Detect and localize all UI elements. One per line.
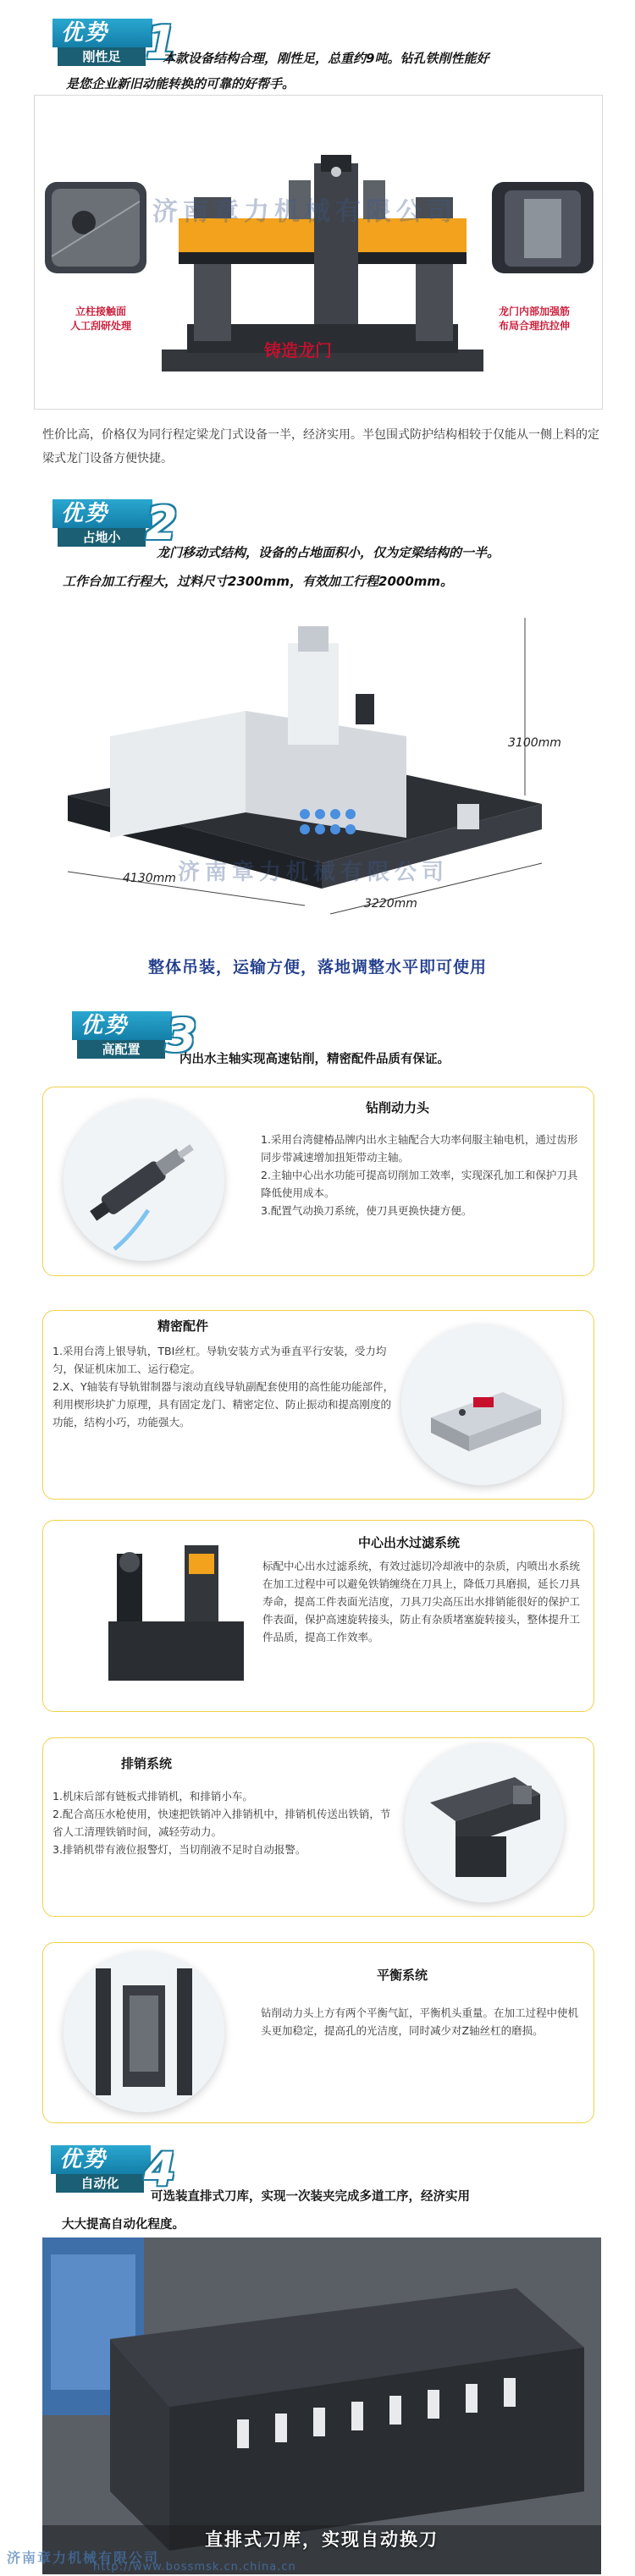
adv2-dim-height: 3100mm	[508, 736, 561, 750]
adv3-badge-label: 优势	[72, 1011, 172, 1040]
adv1-badge-label: 优势	[52, 19, 152, 47]
adv3-balance-text: 钻削动力头上方有两个平衡气缸，平衡机头重量。在加工过程中使机头更加稳定，提高孔的光洁度，同时减少对Z轴丝杠的磨损。	[261, 2006, 579, 2037]
adv4-line1: 可选装直排式刀库，实现一次装夹完成多道工序，经济实用	[151, 2190, 470, 2204]
adv3-spindle-image	[64, 1100, 224, 1261]
adv2-watermark: 济南章力机械有限公司	[178, 860, 450, 885]
adv2-badge-num: 2	[146, 497, 178, 550]
adv1-image-panel	[34, 95, 603, 410]
adv4-badge-sub: 自动化	[56, 2174, 144, 2193]
adv3-balance-image	[64, 1951, 224, 2112]
adv1-badge-sub: 刚性足	[58, 47, 146, 66]
adv1-watermark: 济南章力机械有限公司	[152, 197, 457, 227]
adv2-badge-label: 优势	[52, 499, 152, 528]
adv2-line2: 工作台加工行程大，过料尺寸2300mm，有效加工行程2000mm。	[63, 574, 454, 589]
adv3-balance-title: 平衡系统	[377, 1968, 428, 1983]
adv2-caption: 整体吊装，运输方便，落地调整水平即可使用	[147, 958, 487, 977]
adv3-chip-text: 1.机床后部有链板式排销机，和排销小车。 2.配合高压水枪使用，快速把铁销冲入排销机中，排销机传送出铁销，节省人工清理铁销时间，减轻劳动力。 3.排销机带有液位报警灯，当切削液不足时自动报警。	[52, 1790, 391, 1856]
adv4-caption: 直排式刀库，实现自动换刀	[205, 2529, 439, 2550]
adv3-chip-image	[405, 1743, 564, 1902]
adv2-line1: 龙门移动式结构，设备的占地面积小，仅为定梁结构的一半。	[157, 545, 500, 560]
adv2-badge	[52, 499, 222, 548]
adv1-line2: 是您企业新旧动能转换的可靠的好帮手。	[66, 76, 295, 91]
adv1-machine-illustration	[35, 96, 602, 409]
adv3-badge-num: 3	[165, 1009, 197, 1062]
adv1-line1: 本款设备结构合理，刚性足，总重约9吨。钻孔铁削性能好	[163, 51, 489, 66]
adv3-spindle-text: 1.采用台湾健椿品牌内出水主轴配合大功率伺服主轴电机，通过齿形同步带减速增加扭矩带动主轴。 2.主轴中心出水功能可提高切削加工效率，实现深孔加工和保护刀具降低使用成本。 3.配置气动换刀系统，使刀具更换快捷方便。	[261, 1133, 578, 1217]
adv1-paragraph: 性价比高，价格仅为同行程定梁龙门式设备一半，经济实用。半包围式防护结构相较于仅能从一侧上料的定梁式龙门设备方便快捷。	[42, 428, 599, 465]
adv4-watermark-bottom: http://www.bossmsk.cn.china.cn	[93, 2561, 296, 2573]
adv4-badge-label: 优势	[51, 2145, 151, 2174]
adv2-dim-depth: 4130mm	[123, 872, 176, 885]
adv3-chip-title: 排销系统	[121, 1756, 173, 1771]
adv3-badge-sub: 高配置	[77, 1040, 165, 1059]
adv3-filter-title: 中心出水过滤系统	[358, 1535, 461, 1550]
adv4-watermark-left: 济南章力机械有限公司	[7, 2550, 160, 2566]
adv1-center-label: 铸造龙门	[264, 340, 332, 361]
adv2-dim-width: 3220mm	[364, 897, 417, 911]
adv3-precision-text: 1.采用台湾上银导轨，TBI丝杠。导轨安装方式为垂直平行安装，受力均匀，保证机床加工、运行稳定。 2.X、Y轴装有导轨钳制器与滚动直线导轨副配套使用的高性能功能部件，利用楔形块扩力原理，具有固定龙门、精密定位、防止振动和提高刚度的功能，结构小巧，功能强大。	[52, 1345, 395, 1428]
adv3-filter-text: 标配中心出水过滤系统，有效过滤切冷却液中的杂质，内喷出水系统在加工过程中可以避免铁销缠绕在刀具上，降低刀具磨损，延长刀具寿命，提高工件表面光洁度，刀具刀尖高压出水排销能很好的保护工件表面，保护高速旋转接头，防止有杂质堵塞旋转接头，整体提升工件品质，提高工作效率。	[262, 1560, 581, 1643]
adv1-left-label: 立柱接触面 人工刮研处理	[69, 305, 131, 332]
adv3-filter-image	[91, 1528, 259, 1696]
adv3-headline: 内出水主轴实现高速钻削，精密配件品质有保证。	[179, 1053, 450, 1066]
adv4-toolmagazine-photo	[42, 2237, 601, 2574]
adv2-badge-sub: 占地小	[58, 528, 146, 547]
adv1-badge-num: 1	[146, 16, 178, 69]
adv4-badge-num: 4	[144, 2143, 176, 2196]
adv3-precision-title: 精密配件	[157, 1318, 209, 1334]
adv4-line2: 大大提高自动化程度。	[62, 2218, 185, 2232]
adv3-precision-image	[401, 1324, 562, 1485]
adv3-spindle-title: 钻削动力头	[366, 1100, 430, 1115]
adv1-right-label: 龙门内部加强筋 布局合理抗拉伸	[498, 305, 570, 332]
